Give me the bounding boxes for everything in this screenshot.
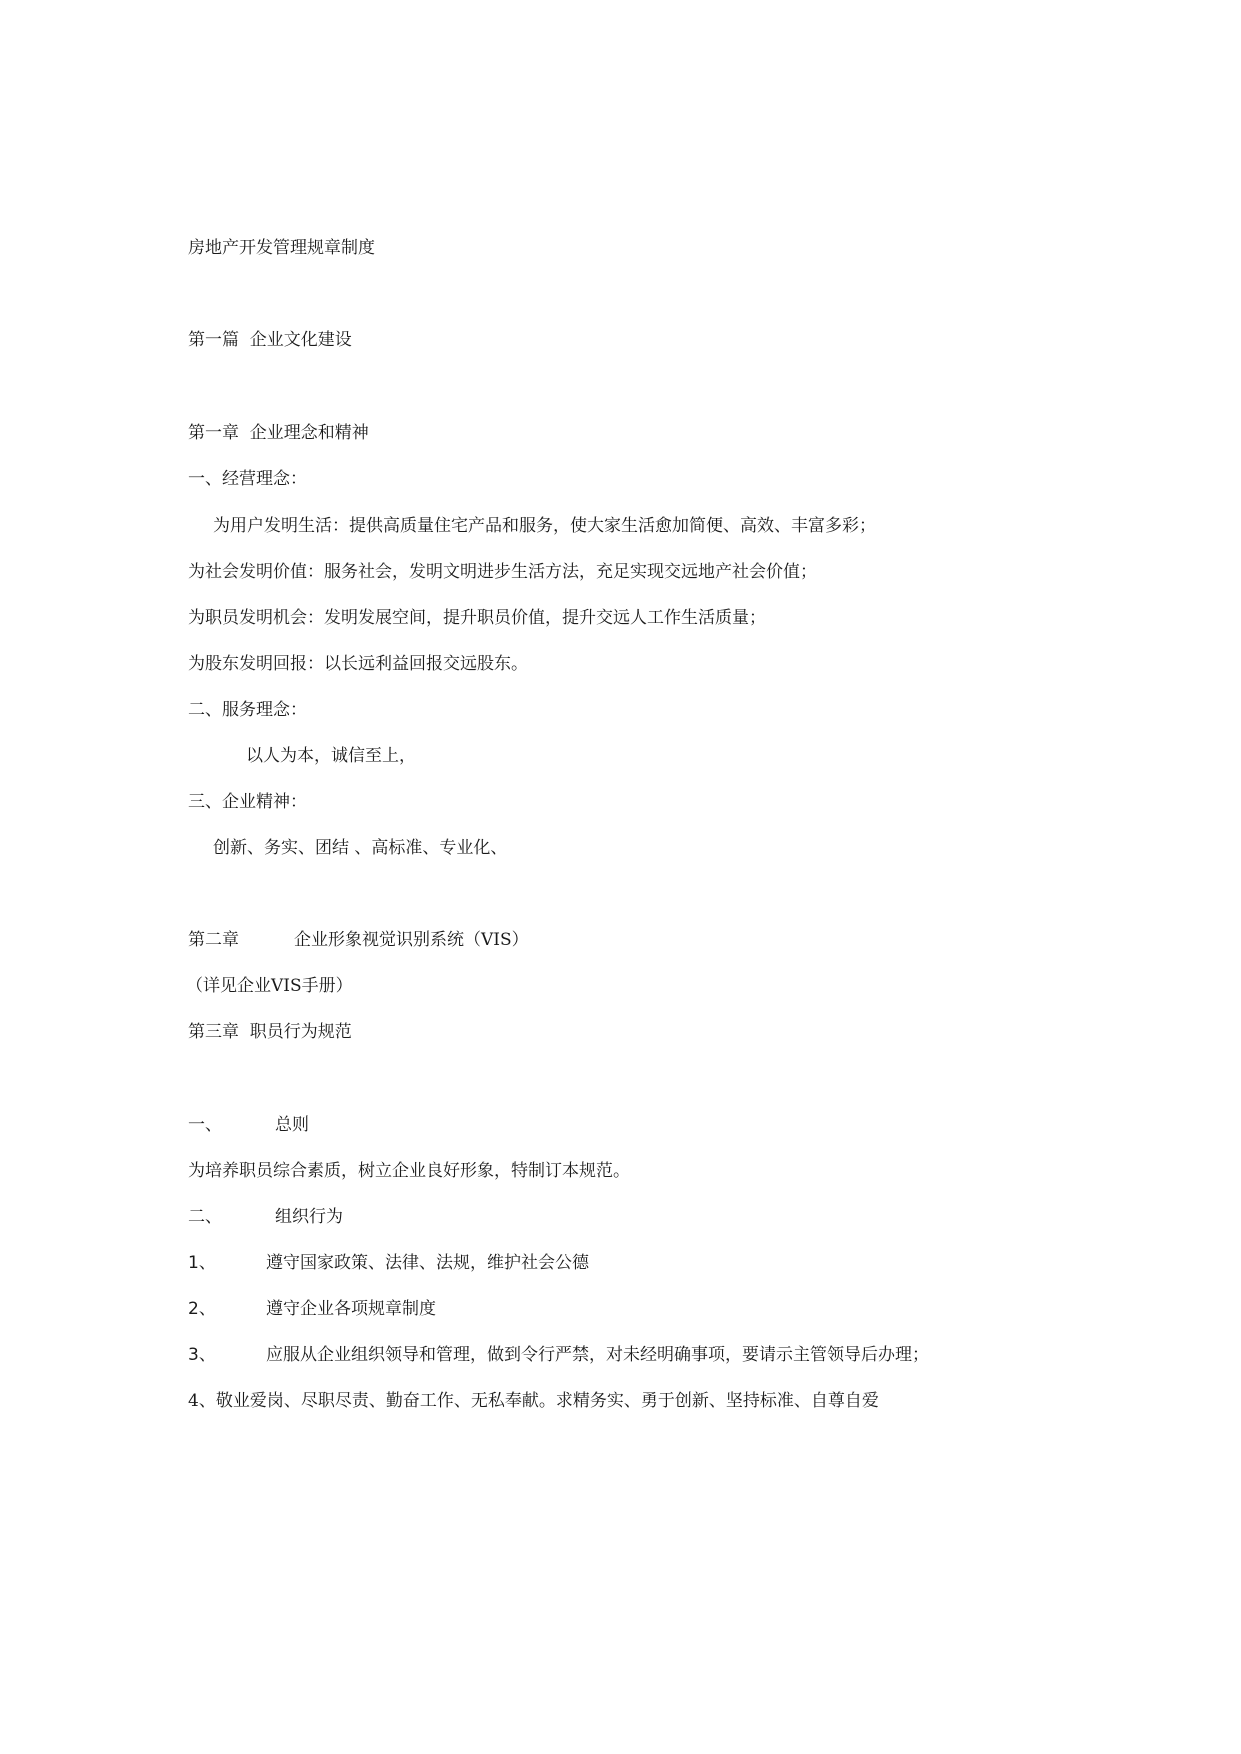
paragraph: 为培养职员综合素质，树立企业良好形象，特制订本规范。 [188, 1161, 630, 1181]
philosophy-line: 为社会发明价值：服务社会，发明文明进步生活方法，充足实现交远地产社会价值； [188, 562, 817, 582]
section-heading: 三、企业精神： [188, 792, 307, 812]
list-item: 遵守企业各项规章制度 [266, 1299, 436, 1319]
section-heading: 一、经营理念： [188, 469, 307, 489]
list-item-number: 3、 [188, 1345, 216, 1365]
spirit-text: 创新、务实、团结 、高标准、专业化、 [213, 838, 508, 858]
philosophy-line: 为股东发明回报：以长远利益回报交远股东。 [188, 654, 528, 674]
list-number: 一、 [188, 1115, 222, 1135]
list-number: 二、 [188, 1207, 222, 1227]
part-heading: 第一篇 企业文化建设 [188, 330, 352, 350]
section-heading: 总则 [275, 1115, 309, 1135]
service-text: 以人为本，诚信至上， [246, 746, 416, 766]
chapter-label: 第二章 [188, 930, 239, 950]
chapter-note: （详见企业VIS手册） [186, 976, 353, 996]
list-item-number: 1、 [188, 1253, 216, 1273]
philosophy-line: 为用户发明生活：提供高质量住宅产品和服务，使大家生活愈加简便、高效、丰富多彩； [213, 516, 876, 536]
list-item: 遵守国家政策、法律、法规，维护社会公德 [266, 1253, 589, 1273]
chapter-heading: 第一章 企业理念和精神 [188, 423, 369, 443]
list-item-number: 2、 [188, 1299, 216, 1319]
list-item: 应服从企业组织领导和管理，做到令行严禁，对未经明确事项，要请示主管领导后办理； [266, 1345, 929, 1365]
section-heading: 二、服务理念： [188, 700, 307, 720]
document-title: 房地产开发管理规章制度 [188, 238, 375, 258]
chapter-heading: 企业形象视觉识别系统（VIS） [294, 930, 529, 950]
philosophy-line: 为职员发明机会：发明发展空间，提升职员价值，提升交远人工作生活质量； [188, 608, 766, 628]
section-heading: 组织行为 [275, 1207, 343, 1227]
list-item: 4、敬业爱岗、尽职尽责、勤奋工作、无私奉献。求精务实、勇于创新、坚持标准、自尊自爱 [188, 1391, 879, 1411]
chapter-heading: 第三章 职员行为规范 [188, 1022, 352, 1042]
